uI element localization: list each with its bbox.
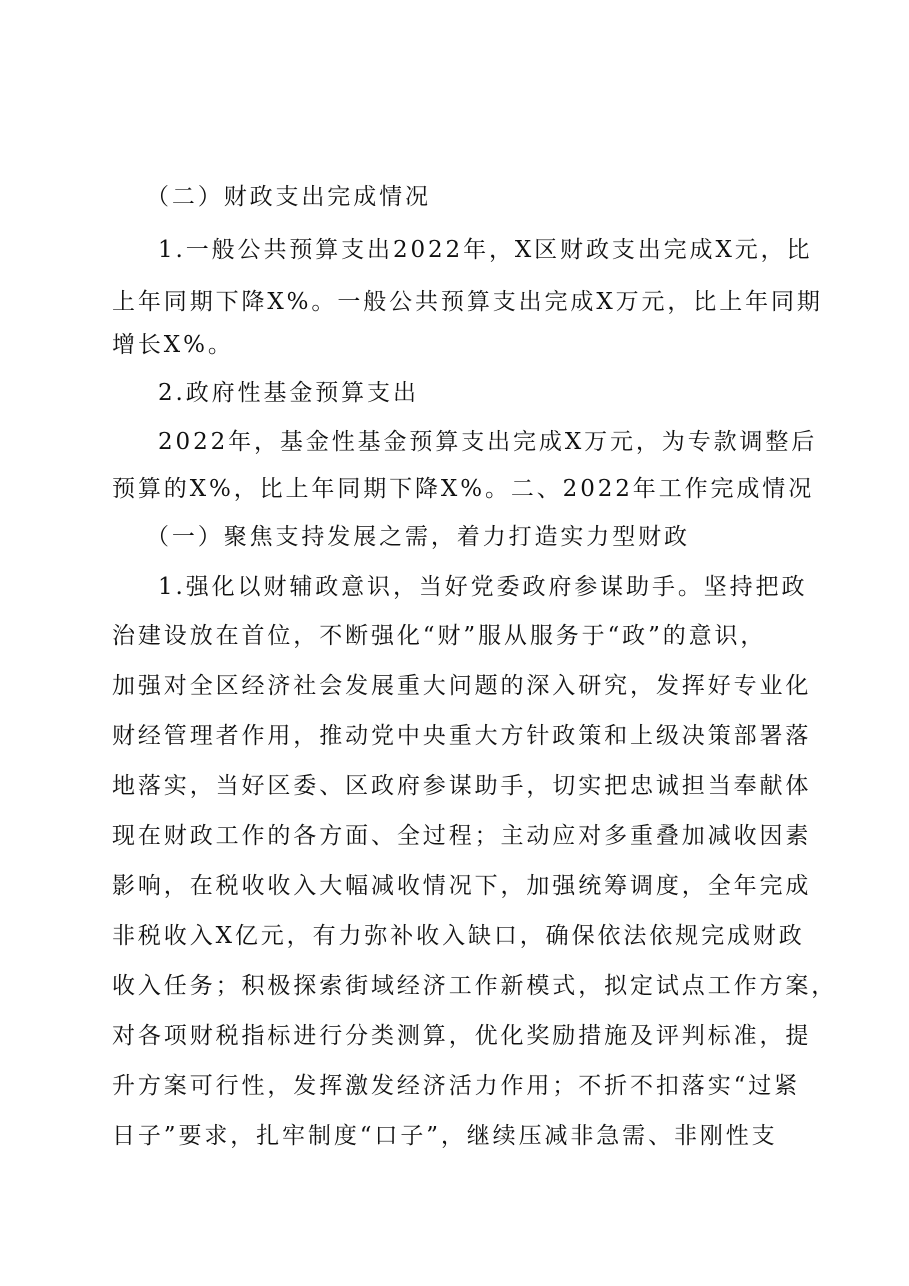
paragraph-line: 收入任务；积极探索街域经济工作新模式，拟定试点工作方案， <box>112 973 838 999</box>
paragraph-line: 日子”要求，扎牢制度“口子”，继续压减非急需、非刚性支 <box>112 1123 778 1149</box>
subsection-heading-fund-budget: 2.政府性基金预算支出 <box>158 380 419 406</box>
paragraph-line: 对各项财税指标进行分类测算，优化奖励措施及评判标准，提 <box>112 1023 812 1049</box>
paragraph-line: 2022年，基金性基金预算支出完成X万元，为专款调整后 <box>158 429 818 455</box>
paragraph-line: 非税收入X亿元，有力弥补收入缺口，确保依法依规完成财政 <box>112 923 805 949</box>
paragraph-line: 现在财政工作的各方面、全过程；主动应对多重叠加减收因素 <box>112 823 812 849</box>
paragraph-line: 上年同期下降X%。一般公共预算支出完成X万元，比上年同期 <box>112 289 823 315</box>
paragraph-line: 升方案可行性，发挥激发经济活力作用；不折不扣落实“过紧 <box>112 1073 801 1099</box>
section-heading-expenditure: （二）财政支出完成情况 <box>146 184 431 210</box>
paragraph-line: 地落实，当好区委、区政府参谋助手，切实把忠诚担当奉献体 <box>112 773 812 799</box>
paragraph-line: 1.一般公共预算支出2022年，X区财政支出完成X元，比 <box>158 237 813 263</box>
paragraph-line: 加强对全区经济社会发展重大问题的深入研究，发挥好专业化 <box>112 673 812 699</box>
paragraph-line: 预算的X%，比上年同期下降X%。二、2022年工作完成情况 <box>112 476 815 502</box>
paragraph-line: 治建设放在首位，不断强化“财”服从服务于“政”的意识， <box>112 623 767 649</box>
paragraph-line: 影响，在税收收入大幅减收情况下，加强统筹调度，全年完成 <box>112 873 812 899</box>
paragraph-line: 财经管理者作用，推动党中央重大方针政策和上级决策部署落 <box>112 723 812 749</box>
section-heading-development: （一）聚焦支持发展之需，着力打造实力型财政 <box>146 524 690 550</box>
paragraph-line: 1.强化以财辅政意识，当好党委政府参谋助手。坚持把政 <box>158 574 808 600</box>
paragraph-line: 增长X%。 <box>112 332 234 358</box>
